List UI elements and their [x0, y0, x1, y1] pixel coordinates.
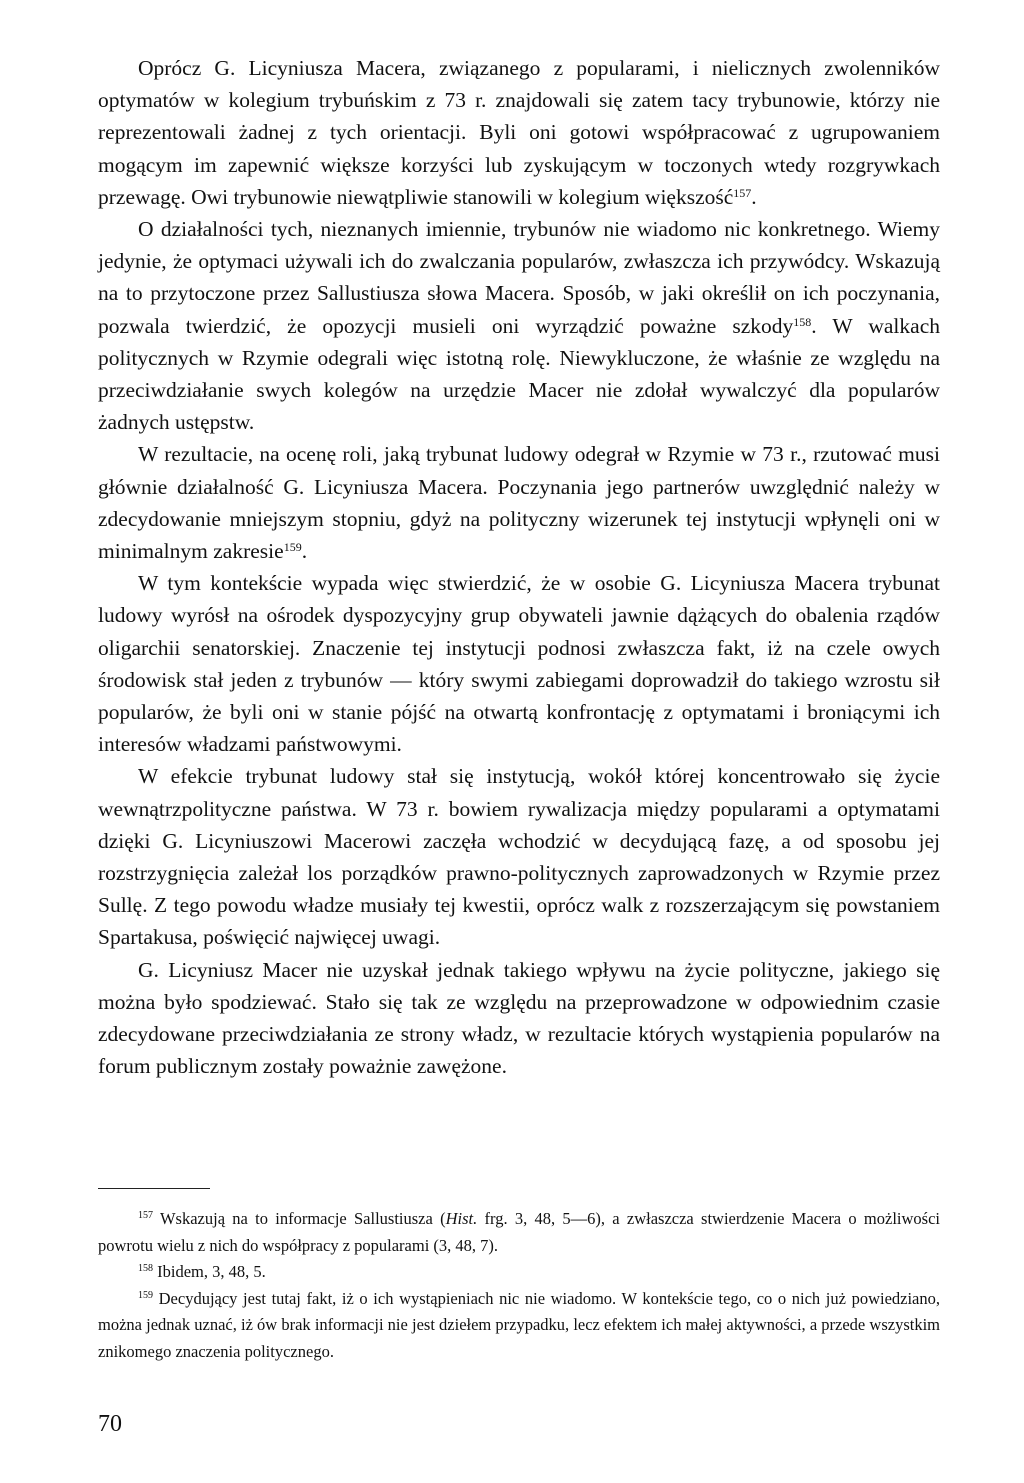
paragraph-2-tail: . W walkach politycznych w Rzymie odegrali więc istotną rolę. Niewykluczone, że właśnie ze względu na przeciwdziałanie swych kolegów na urzędzie Macer nie zdołał wywalczyć dla popularów żadnych ustępstw. — [98, 313, 940, 435]
paragraph-6-text: G. Licyniusz Macer nie uzyskał jednak takiego wpływu na życie polityczne, jakiego się można było spodziewać. Stało się tak ze względu na przeprowadzone w odpowiednim czasie zdecydowane przeciwdziałania ze strony władz, w rezultacie których wystąpienia popularów na forum publicznym zostały poważnie zawężone. — [98, 957, 940, 1079]
paragraph-3-text: W rezultacie, na ocenę roli, jaką trybunat ludowy odegrał w Rzymie w 73 r., rzutować musi głównie działalność G. Licyniusza Macera. Poczynania jego partnerów uwzględnić należy w zdecydowanie mniejszym stopniu, gdyż na polityczny wizerunek tej instytucji wpłynęli oni w minimalnym zakresie — [98, 442, 940, 564]
footnote-number: 159 — [138, 1289, 153, 1301]
paragraph-5-text: W efekcie trybunat ludowy stał się instytucją, wokół której koncentrowało się życie wewnątrzpolityczne państwa. W 73 r. bowiem rywalizacja między popularami a optymatami dzięki G. Licyniuszowi Macerowi zaczęła wchodzić w decydującą fazę, a od sposobu jej rozstrzygnięcia zależał los porządków prawno-politycznych zaprowadzonych w Rzymie przez Sullę. Z tego powodu władze musiały tej kwestii, oprócz walk z rozszerzającym się powstaniem Spartakusa, poświęcić najwięcej uwagi. — [98, 764, 940, 950]
footnote-italic: Hist. — [445, 1209, 478, 1228]
paragraph-1 — [98, 52, 940, 213]
footnote-number: 157 — [138, 1210, 153, 1221]
footnote-ref-158: 158 — [793, 314, 812, 329]
paragraph-4 — [98, 567, 940, 760]
footnotes — [98, 1206, 940, 1365]
footnote-text: Wskazują na to informacje Sallustiusza ( — [159, 1209, 446, 1228]
footnote-text: Decydujący jest tutaj fakt, iż o ich wystąpieniach nic nie wiadomo. W kontekście tego, co o nich już powiedziano, można jednak uznać, iż ów brak informacji nie jest dziełem przypadku, lecz efektem ich małej aktywności, a przede wszystkim znikomego znaczenia politycznego. — [98, 1288, 941, 1361]
footnote-ref-157: 157 — [733, 185, 752, 200]
paragraph-5 — [98, 760, 940, 953]
paragraph-1-text: Oprócz G. Licyniusza Macera, związanego z popularami, i nielicznych zwolenników optymatów w kolegium trybuńskim z 73 r. znajdowali się zatem tacy trybunowie, którzy nie reprezentowali żadnej z tych orientacji. Byli oni gotowi współpracować z ugrupowaniem mogącym im zapewnić większe korzyści lub zyskującym w toczonych wtedy rozgrywkach przewagę. Owi trybunowie niewątpliwie stanowili w kolegium większość — [98, 56, 940, 209]
footnote-separator — [98, 1188, 210, 1189]
page-number: 70 — [98, 1411, 122, 1437]
paragraph-6 — [98, 954, 940, 1083]
footnote-number: 158 — [138, 1263, 153, 1274]
main-text — [98, 52, 940, 1083]
footnote-158 — [98, 1259, 940, 1286]
paragraph-1-tail: . — [751, 184, 757, 209]
footnote-text-tail: frg. 3, 48, 5—6), a zwłaszcza stwierdzenie Macera o możliwości powrotu wielu z nich do współpracy z popularami (3, 48, 7). — [98, 1209, 940, 1255]
footnote-text: Ibidem, 3, 48, 5. — [157, 1262, 266, 1281]
paragraph-2 — [98, 213, 940, 438]
footnote-157 — [98, 1206, 940, 1259]
footnote-159 — [98, 1286, 940, 1366]
paragraph-4-text: W tym kontekście wypada więc stwierdzić, że w osobie G. Licyniusza Macera trybunat ludowy wyrósł na ośrodek dyspozycyjny grup obywateli jawnie dążących do obalenia rządów oligarchii senatorskiej. Znaczenie tej instytucji podnosi zwłaszcza fakt, iż na czele owych środowisk stał jeden z trybunów — który swymi zabiegami doprowadził do takiego wzrostu sił popularów, że byli oni w stanie pójść na otwartą konfrontację z optymatami i broniącymi ich interesów władzami państwowymi. — [98, 571, 940, 757]
paragraph-2-text: O działalności tych, nieznanych imiennie, trybunów nie wiadomo nic konkretnego. Wiemy jedynie, że optymaci używali ich do zwalczania popularów, zwłaszcza ich przywódcy. Wskazują na to przytoczone przez Sallustiusza słowa Macera. Sposób, w jaki określił on ich poczynania, pozwala twierdzić, że opozycji musieli oni wyrządzić poważne szkody — [98, 217, 940, 338]
footnote-ref-159: 159 — [283, 539, 302, 554]
paragraph-3-tail: . — [301, 539, 308, 564]
paragraph-3 — [98, 438, 940, 567]
